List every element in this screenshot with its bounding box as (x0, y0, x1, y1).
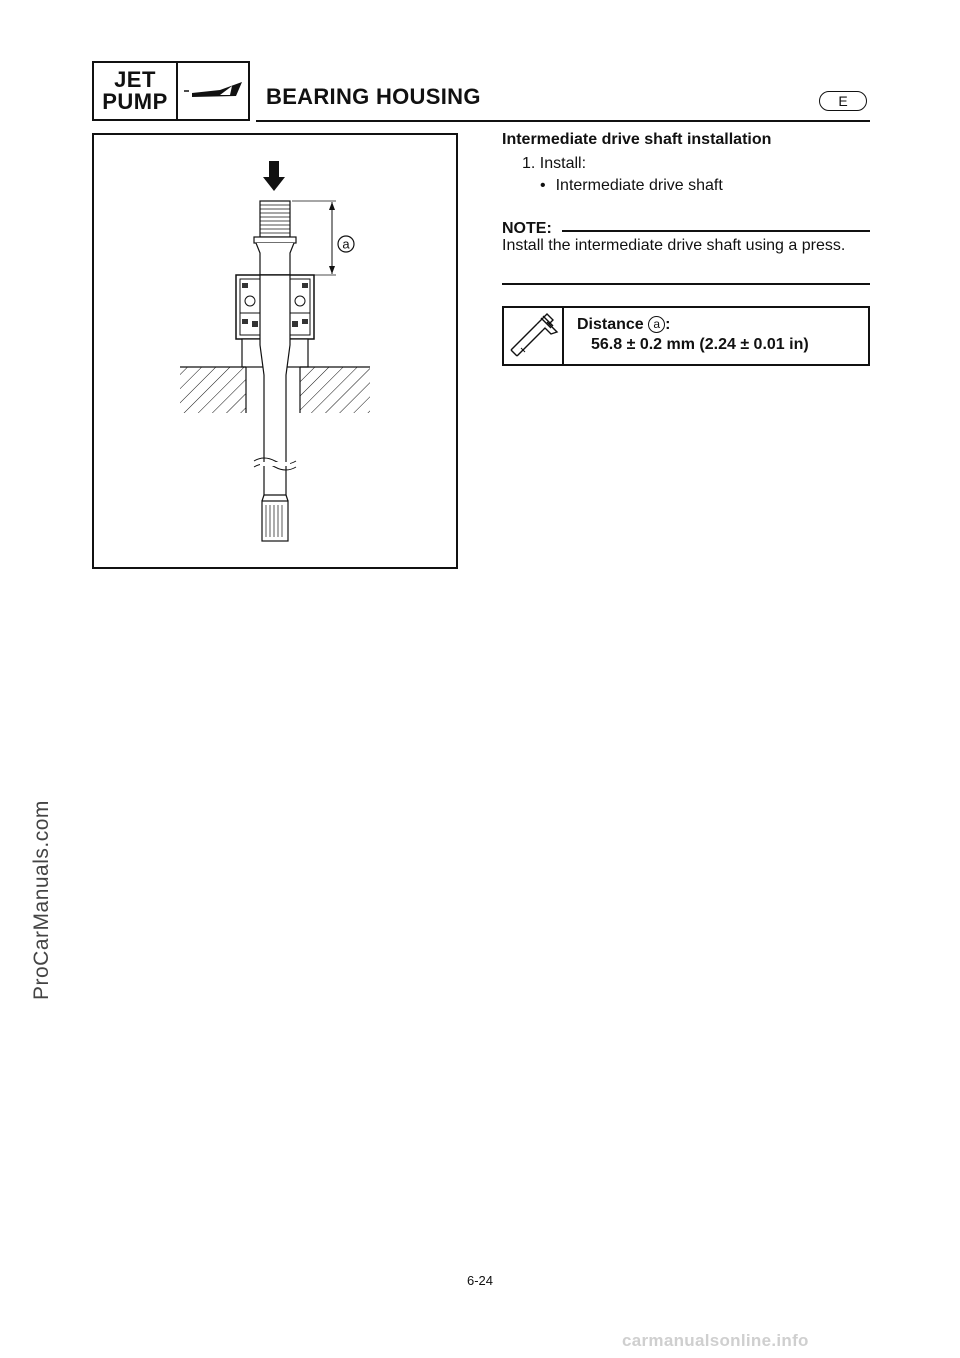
watermark-carmanualsonline: carmanualsonline.info (622, 1331, 809, 1350)
shaft-diagram (94, 135, 456, 567)
language-badge: E (819, 91, 867, 111)
spec-value: 56.8 ± 0.2 mm (2.24 ± 0.01 in) (591, 336, 809, 353)
procedure-heading: Intermediate drive shaft installation (502, 131, 772, 148)
note-text: Install the intermediate drive shaft using a press. (502, 237, 846, 254)
caliper-icon (504, 308, 564, 364)
step-1-item (540, 177, 723, 195)
bullet: • (540, 177, 546, 194)
step-1: 1. Install: (522, 155, 587, 172)
spec-colon: : (665, 316, 671, 333)
note-label: NOTE: (502, 220, 552, 237)
shaft-installation-figure (92, 133, 458, 569)
badge-line-pump: PUMP (102, 89, 168, 114)
watermark-procarmanuals: ProCarManuals.com (30, 800, 53, 1000)
section-badge-text (94, 63, 178, 119)
spec-box (502, 306, 870, 366)
spec-label-line (577, 315, 809, 335)
spec-callout: a (648, 316, 665, 333)
page-number: 6-24 (466, 1273, 494, 1288)
badge-line-jet: JET (114, 67, 156, 92)
page-title: BEARING HOUSING (266, 84, 481, 109)
note-rule-top (562, 230, 870, 232)
section-badge (92, 61, 250, 121)
step-1-item-text: Intermediate drive shaft (555, 177, 723, 194)
spec-label: Distance (577, 316, 644, 333)
header-rule (256, 120, 870, 122)
spec-text (564, 308, 809, 364)
callout-a: a (342, 236, 350, 252)
press-arrow-icon (263, 161, 285, 191)
jet-pump-icon (178, 63, 248, 119)
note-rule-bottom (502, 283, 870, 285)
